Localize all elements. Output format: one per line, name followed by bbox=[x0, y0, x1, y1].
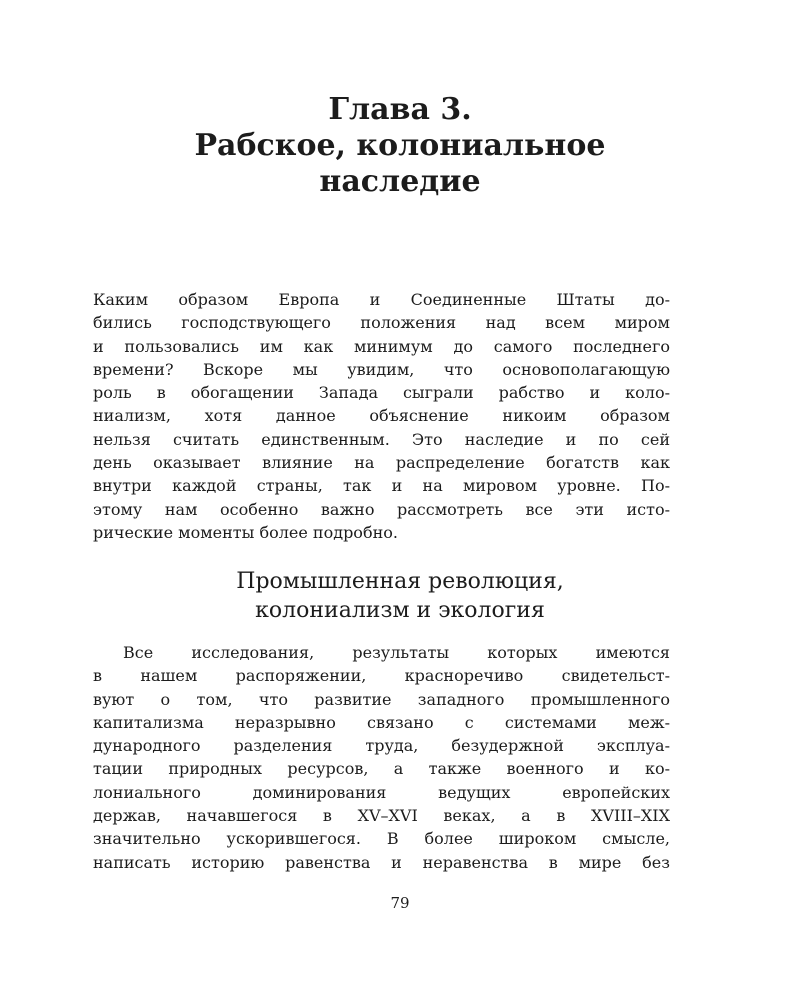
chapter-title bbox=[0, 92, 800, 200]
chapter-title-line: Рабское, колониальное bbox=[194, 128, 606, 163]
text-line: и пользовались им как минимум до самого последнего bbox=[93, 336, 670, 356]
text-line: держав, начавшегося в XV–XVI веках, а в XVIII–XIX bbox=[93, 806, 670, 826]
text-line: внутри каждой страны, так и на мировом уровне. По- bbox=[93, 476, 670, 496]
text-line: значительно ускорившегося. В более широком смысле, bbox=[93, 829, 670, 849]
text-line: ниализм, хотя данное объяснение никоим образом bbox=[93, 406, 670, 426]
text-line: нельзя считать единственным. Это наследие и по сей bbox=[93, 429, 670, 449]
chapter-title-line: Глава 3. bbox=[328, 92, 472, 127]
section-heading bbox=[0, 567, 800, 625]
text-line: роль в обогащении Запада сыграли рабство и коло- bbox=[93, 383, 670, 403]
section-heading-line: Промышленная революция, bbox=[236, 569, 564, 594]
text-line: в нашем распоряжении, красноречиво свидетельст- bbox=[93, 666, 670, 686]
text-line: времени? Вскоре мы увидим, что основополагающую bbox=[93, 359, 670, 379]
text-line: рические моменты более подробно. bbox=[93, 522, 398, 542]
chapter-title-line: наследие bbox=[319, 164, 481, 199]
text-line: дународного разделения труда, безудержной эксплуа- bbox=[93, 736, 670, 756]
text-line: Все исследования, результаты которых имеются bbox=[123, 643, 670, 662]
text-line: этому нам особенно важно рассмотреть все эти исто- bbox=[93, 499, 670, 519]
section-heading-line: колониализм и экология bbox=[255, 598, 545, 623]
text-line: лониального доминирования ведущих европейских bbox=[93, 782, 670, 802]
text-line: капитализма неразрывно связано с системами меж- bbox=[93, 712, 670, 732]
intro-paragraph bbox=[93, 288, 670, 544]
text-line: Каким образом Европа и Соединенные Штаты до- bbox=[93, 290, 670, 309]
page-number: 79 bbox=[390, 894, 410, 912]
text-line: бились господствующего положения над всем миром bbox=[93, 313, 670, 333]
text-line: вуют о том, что развитие западного промышленного bbox=[93, 689, 670, 709]
text-line: тации природных ресурсов, а также военного и ко- bbox=[93, 759, 670, 779]
text-line: написать историю равенства и неравенства в мире без bbox=[93, 852, 670, 872]
text-line: день оказывает влияние на распределение богатств как bbox=[93, 453, 670, 473]
section-paragraph bbox=[93, 641, 670, 874]
